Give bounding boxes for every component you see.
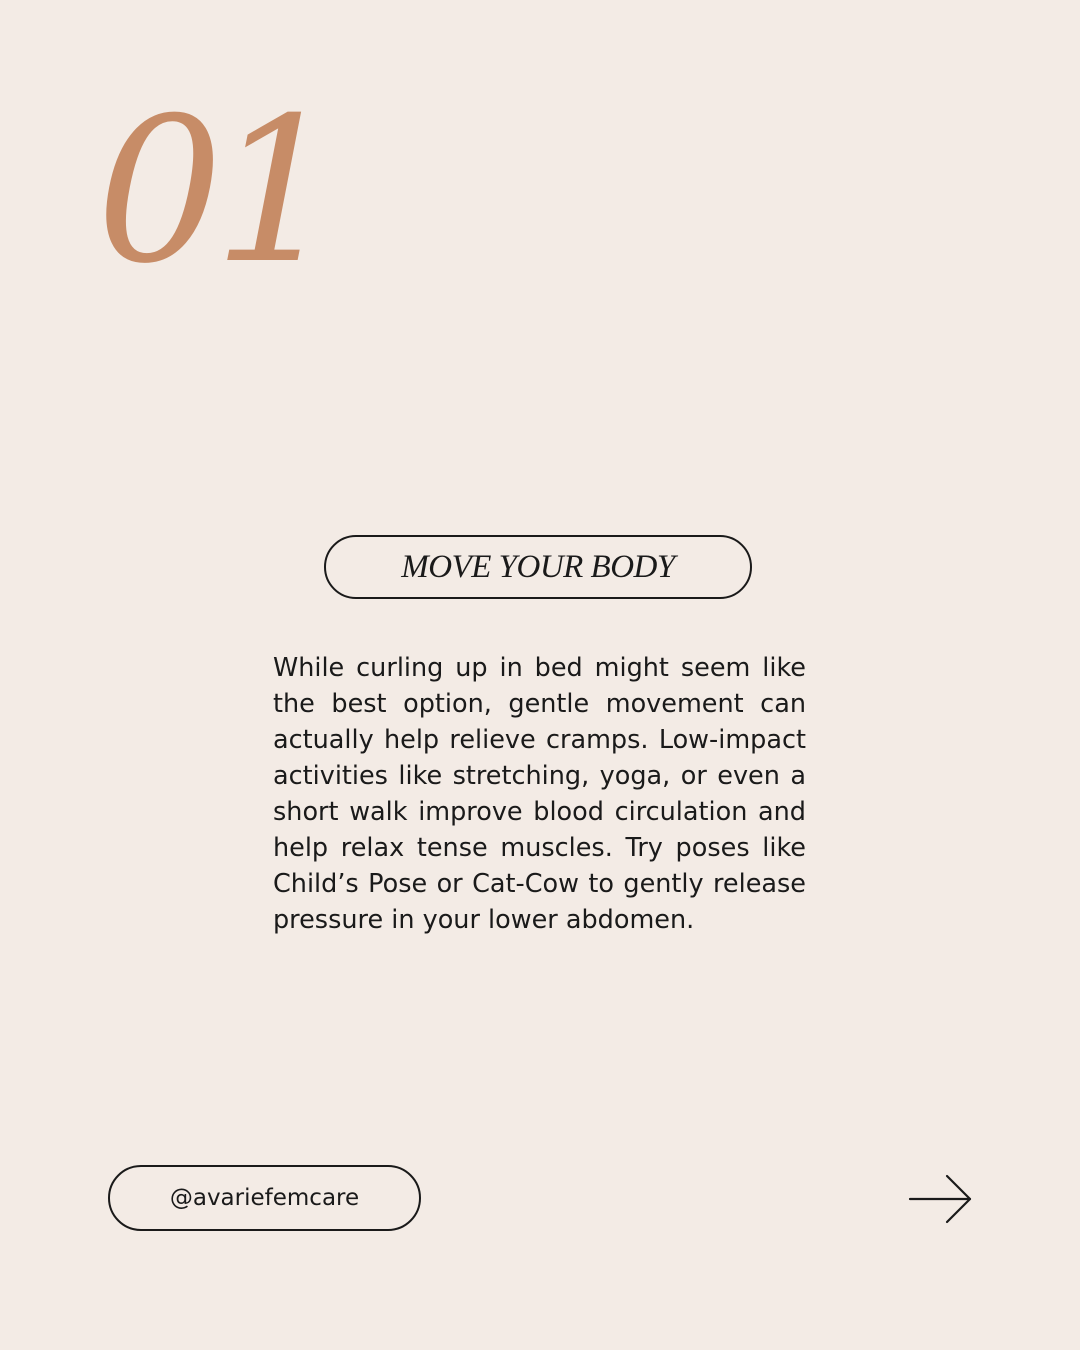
next-button[interactable] bbox=[908, 1172, 974, 1226]
social-handle-pill[interactable] bbox=[108, 1165, 421, 1231]
step-number: 01 bbox=[96, 75, 331, 308]
social-handle: @avariefemcare bbox=[169, 1185, 360, 1211]
card-title: MOVE YOUR BODY bbox=[401, 548, 675, 585]
title-pill bbox=[324, 535, 752, 599]
arrow-right-icon bbox=[908, 1172, 974, 1226]
card-body-text: While curling up in bed might seem like the best option, gentle movement can actually help relieve cramps. Low-impact activities like stretching, yoga, or even a short walk improve blood circulation and help relax tense muscles. Try poses like Child’s Pose or Cat-Cow to gently release pressure in your lower abdomen. bbox=[273, 653, 806, 935]
